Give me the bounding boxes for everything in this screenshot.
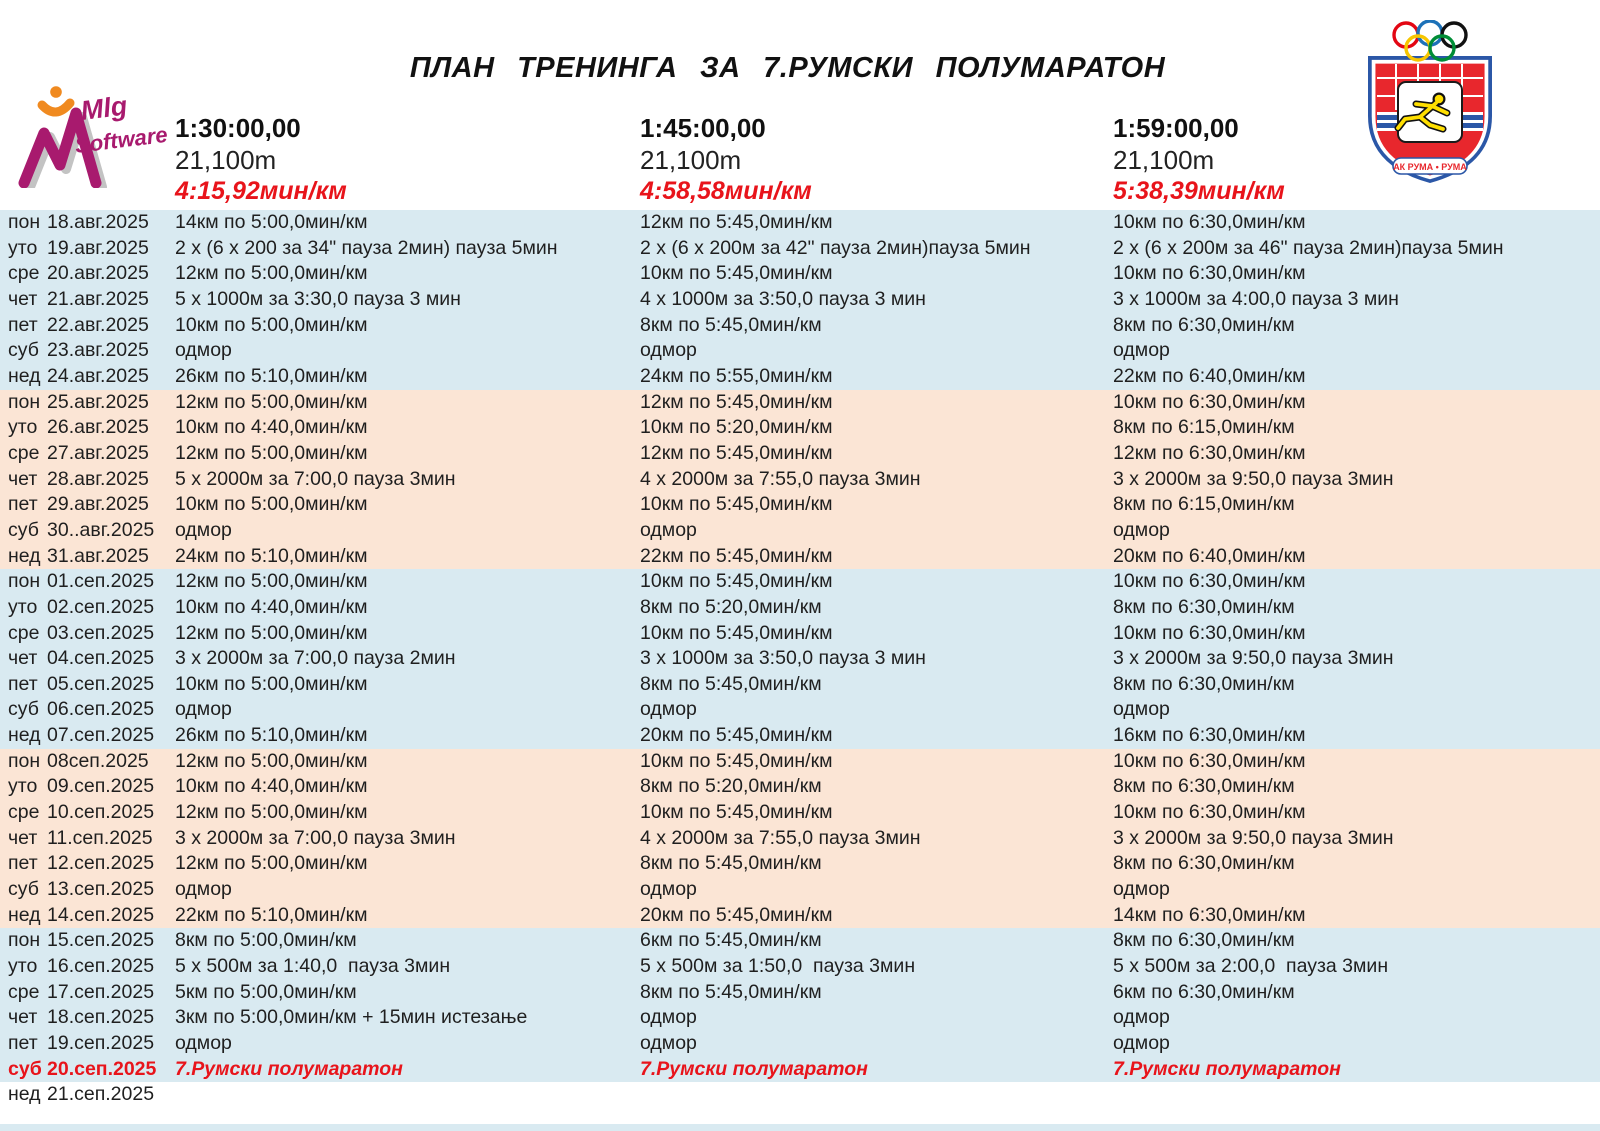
cell-date: 13.сеп.2025 bbox=[47, 878, 155, 901]
cell-plan-1-45: 8км по 5:20,0мин/км bbox=[640, 595, 822, 618]
cell-day: пет bbox=[8, 672, 38, 695]
club-banner-label: АК РУМА • РУМА bbox=[1393, 162, 1467, 172]
cell-plan-1-45: одмор bbox=[640, 698, 697, 721]
cell-plan-1-45: 5 х 500м за 1:50,0 пауза 3мин bbox=[640, 955, 916, 978]
cell-plan-1-59: 3 х 2000м за 9:50,0 пауза 3мин bbox=[1113, 826, 1394, 849]
cell-plan-1-45: одмор bbox=[640, 339, 697, 362]
cell-plan-1-59: одмор bbox=[1113, 518, 1170, 541]
cell-plan-1-30: одмор bbox=[175, 698, 232, 721]
plan-header-1-30 bbox=[175, 112, 347, 207]
cell-date: 15.сеп.2025 bbox=[47, 929, 155, 952]
cell-day: уто bbox=[8, 775, 38, 798]
cell-plan-1-59: 12км по 6:30,0мин/км bbox=[1113, 441, 1306, 464]
cell-plan-1-59: 8км по 6:30,0мин/км bbox=[1113, 672, 1295, 695]
cell-plan-1-45: 10км по 5:45,0мин/км bbox=[640, 801, 833, 824]
cell-plan-1-45: 20км по 5:45,0мин/км bbox=[640, 903, 833, 926]
cell-plan-1-45: 8км по 5:45,0мин/км bbox=[640, 980, 822, 1003]
cell-plan-1-30: 10км по 4:40,0мин/км bbox=[175, 595, 368, 618]
cell-plan-1-30: 2 х (6 х 200 за 34" пауза 2мин) пауза 5мин bbox=[175, 236, 558, 259]
cell-plan-1-30: 24км по 5:10,0мин/км bbox=[175, 544, 368, 567]
cell-plan-1-30: 10км по 4:40,0мин/км bbox=[175, 775, 368, 798]
cell-plan-1-30: 12км по 5:00,0мин/км bbox=[175, 801, 368, 824]
olympic-rings-icon bbox=[1394, 21, 1466, 60]
cell-date: 03.сеп.2025 bbox=[47, 621, 155, 644]
cell-date: 08сеп.2025 bbox=[47, 749, 149, 772]
cell-day: чет bbox=[8, 467, 38, 490]
cell-date: 06.сеп.2025 bbox=[47, 698, 155, 721]
cell-plan-1-30: 12км по 5:00,0мин/км bbox=[175, 441, 368, 464]
table-row bbox=[0, 646, 1600, 672]
table-row bbox=[0, 672, 1600, 698]
table-row bbox=[0, 980, 1600, 1006]
cell-plan-1-45: 10км по 5:45,0мин/км bbox=[640, 570, 833, 593]
cell-plan-1-30: 26км по 5:10,0мин/км bbox=[175, 364, 368, 387]
cell-plan-1-30: 12км по 5:00,0мин/км bbox=[175, 852, 368, 875]
cell-plan-1-30: одмор bbox=[175, 339, 232, 362]
table-row bbox=[0, 877, 1600, 903]
cell-plan-1-59: 8км по 6:15,0мин/км bbox=[1113, 416, 1295, 439]
cell-day: сре bbox=[8, 980, 40, 1003]
cell-plan-1-45: 10км по 5:45,0мин/км bbox=[640, 493, 833, 516]
cell-plan-1-59: 8км по 6:30,0мин/км bbox=[1113, 929, 1295, 952]
cell-plan-1-45: 8км по 5:45,0мин/км bbox=[640, 672, 822, 695]
table-row bbox=[0, 364, 1600, 390]
cell-date: 09.сеп.2025 bbox=[47, 775, 155, 798]
cell-date: 18.авг.2025 bbox=[47, 211, 149, 233]
cell-day: сре bbox=[8, 441, 40, 464]
cell-day: суб bbox=[8, 698, 39, 721]
cell-day: суб bbox=[8, 878, 39, 901]
mlg-logo-text-1: Mlg bbox=[79, 90, 129, 126]
cell-plan-1-59: 2 х (6 х 200м за 46" пауза 2мин)пауза 5мин bbox=[1113, 236, 1504, 259]
club-crest-logo bbox=[1360, 20, 1500, 188]
race-distance: 21,100m bbox=[175, 145, 277, 175]
cell-date: 07.сеп.2025 bbox=[47, 724, 155, 747]
cell-day: пон bbox=[8, 211, 41, 233]
cell-day: чет bbox=[8, 647, 38, 670]
table-row bbox=[0, 313, 1600, 339]
cell-plan-1-30: 10км по 5:00,0мин/км bbox=[175, 672, 368, 695]
cell-plan-1-45: 10км по 5:20,0мин/км bbox=[640, 416, 833, 439]
cell-plan-1-30: 3км по 5:00,0мин/км + 15мин истезање bbox=[175, 1006, 528, 1029]
cell-plan-1-45: 4 х 2000м за 7:55,0 пауза 3мин bbox=[640, 467, 921, 490]
cell-plan-1-45: 3 х 1000м за 3:50,0 пауза 3 мин bbox=[640, 647, 926, 670]
cell-day: уто bbox=[8, 236, 38, 259]
cell-date: 31.авг.2025 bbox=[47, 544, 149, 567]
cell-plan-1-30: 5 х 2000м за 7:00,0 пауза 3мин bbox=[175, 467, 456, 490]
cell-date: 04.сеп.2025 bbox=[47, 647, 155, 670]
cell-day: пон bbox=[8, 749, 41, 772]
cell-day: чет bbox=[8, 826, 38, 849]
cell-plan-1-45: 10км по 5:45,0мин/км bbox=[640, 749, 833, 772]
cell-plan-1-30: 12км по 5:00,0мин/км bbox=[175, 749, 368, 772]
cell-plan-1-45: 10км по 5:45,0мин/км bbox=[640, 621, 833, 644]
cell-plan-1-59: 3 х 2000м за 9:50,0 пауза 3мин bbox=[1113, 467, 1394, 490]
cell-plan-1-59: одмор bbox=[1113, 1006, 1170, 1029]
cell-plan-1-30: 3 х 2000м за 7:00,0 пауза 2мин bbox=[175, 647, 456, 670]
table-row bbox=[0, 723, 1600, 749]
goal-pace: 4:15,92мин/км bbox=[175, 177, 347, 205]
cell-date: 16.сеп.2025 bbox=[47, 955, 155, 978]
cell-plan-1-30: 10км по 5:00,0мин/км bbox=[175, 313, 368, 336]
table-row bbox=[0, 261, 1600, 287]
cell-plan-1-30: 5км по 5:00,0мин/км bbox=[175, 980, 357, 1003]
cell-plan-1-30: 8км по 5:00,0мин/км bbox=[175, 929, 357, 952]
cell-plan-1-45: одмор bbox=[640, 1032, 697, 1054]
table-row bbox=[0, 774, 1600, 800]
cell-plan-1-45: 8км по 5:45,0мин/км bbox=[640, 852, 822, 875]
cell-date: 12.сеп.2025 bbox=[47, 852, 155, 875]
mlg-dot-icon bbox=[50, 86, 62, 98]
cell-date: 10.сеп.2025 bbox=[47, 801, 155, 824]
cell-plan-1-59: 10км по 6:30,0мин/км bbox=[1113, 749, 1306, 772]
cell-plan-1-30: одмор bbox=[175, 518, 232, 541]
cell-day: сре bbox=[8, 621, 40, 644]
cell-plan-1-59: 22км по 6:40,0мин/км bbox=[1113, 364, 1306, 387]
cell-date: 01.сеп.2025 bbox=[47, 570, 155, 593]
cell-plan-1-30: 7.Румски полумаратон bbox=[175, 1057, 403, 1080]
cell-plan-1-45: 8км по 5:20,0мин/км bbox=[640, 775, 822, 798]
cell-day: суб bbox=[8, 339, 39, 362]
cell-plan-1-59: 10км по 6:30,0мин/км bbox=[1113, 570, 1306, 593]
table-row bbox=[0, 851, 1600, 877]
cell-plan-1-45: 4 х 1000м за 3:50,0 пауза 3 мин bbox=[640, 287, 926, 310]
table-row bbox=[0, 1057, 1600, 1083]
cell-plan-1-30: 22км по 5:10,0мин/км bbox=[175, 903, 368, 926]
cell-date: 25.авг.2025 bbox=[47, 390, 149, 413]
cell-plan-1-59: 8км по 6:30,0мин/км bbox=[1113, 595, 1295, 618]
table-row bbox=[0, 1082, 1600, 1108]
table-row bbox=[0, 544, 1600, 570]
cell-plan-1-45: 2 х (6 х 200м за 42" пауза 2мин)пауза 5мин bbox=[640, 236, 1031, 259]
cell-date: 05.сеп.2025 bbox=[47, 672, 155, 695]
cell-plan-1-59: 8км по 6:30,0мин/км bbox=[1113, 313, 1295, 336]
cell-date: 30..авг.2025 bbox=[47, 518, 155, 541]
cell-plan-1-30: 26км по 5:10,0мин/км bbox=[175, 724, 368, 747]
table-row bbox=[0, 569, 1600, 595]
cell-date: 02.сеп.2025 bbox=[47, 595, 155, 618]
table-row bbox=[0, 1005, 1600, 1031]
goal-pace: 4:58,58мин/км bbox=[640, 177, 812, 205]
bottom-band bbox=[0, 1124, 1600, 1131]
club-crest-icon bbox=[1360, 20, 1500, 188]
cell-date: 20.сеп.2025 bbox=[47, 1057, 157, 1080]
cell-date: 14.сеп.2025 bbox=[47, 903, 155, 926]
cell-plan-1-30: одмор bbox=[175, 878, 232, 901]
cell-plan-1-59: 6км по 6:30,0мин/км bbox=[1113, 980, 1295, 1003]
cell-date: 24.авг.2025 bbox=[47, 364, 149, 387]
cell-plan-1-45: 22км по 5:45,0мин/км bbox=[640, 544, 833, 567]
cell-plan-1-45: 12км по 5:45,0мин/км bbox=[640, 211, 833, 233]
cell-day: уто bbox=[8, 955, 38, 978]
goal-time: 1:30:00,00 bbox=[175, 113, 301, 143]
cell-date: 22.авг.2025 bbox=[47, 313, 149, 336]
cell-plan-1-45: одмор bbox=[640, 518, 697, 541]
cell-plan-1-59: 20км по 6:40,0мин/км bbox=[1113, 544, 1306, 567]
table-row bbox=[0, 595, 1600, 621]
cell-plan-1-45: 8км по 5:45,0мин/км bbox=[640, 313, 822, 336]
table-row bbox=[0, 415, 1600, 441]
cell-plan-1-45: одмор bbox=[640, 878, 697, 901]
cell-plan-1-30: 5 х 500м за 1:40,0 пауза 3мин bbox=[175, 955, 451, 978]
mlg-logo-text-2: Software bbox=[73, 121, 168, 158]
table-row bbox=[0, 697, 1600, 723]
race-distance: 21,100m bbox=[640, 145, 742, 175]
mlg-swoosh-icon bbox=[42, 103, 70, 112]
table-row bbox=[0, 621, 1600, 647]
table-row bbox=[0, 800, 1600, 826]
cell-plan-1-59: 10км по 6:30,0мин/км bbox=[1113, 801, 1306, 824]
cell-plan-1-59: 8км по 6:30,0мин/км bbox=[1113, 852, 1295, 875]
table-row bbox=[0, 338, 1600, 364]
cell-date: 28.авг.2025 bbox=[47, 467, 149, 490]
table-row bbox=[0, 441, 1600, 467]
cell-plan-1-30: 5 х 1000м за 3:30,0 пауза 3 мин bbox=[175, 287, 461, 310]
cell-date: 19.авг.2025 bbox=[47, 236, 149, 259]
cell-day: нед bbox=[8, 724, 41, 747]
table-row bbox=[0, 492, 1600, 518]
plan-header-1-45 bbox=[640, 112, 812, 207]
cell-plan-1-59: одмор bbox=[1113, 339, 1170, 362]
cell-day: пет bbox=[8, 852, 38, 875]
cell-date: 27.авг.2025 bbox=[47, 441, 149, 464]
cell-date: 11.сеп.2025 bbox=[47, 826, 153, 849]
table-row bbox=[0, 210, 1600, 236]
cell-plan-1-59: 3 х 2000м за 9:50,0 пауза 3мин bbox=[1113, 647, 1394, 670]
cell-plan-1-30: 12км по 5:00,0мин/км bbox=[175, 621, 368, 644]
mlg-software-logo bbox=[18, 83, 168, 188]
cell-day: чет bbox=[8, 287, 38, 310]
table-row bbox=[0, 903, 1600, 929]
cell-plan-1-45: 12км по 5:45,0мин/км bbox=[640, 441, 833, 464]
cell-plan-1-59: 14км по 6:30,0мин/км bbox=[1113, 903, 1306, 926]
cell-plan-1-30: 12км по 5:00,0мин/км bbox=[175, 390, 368, 413]
cell-date: 21.авг.2025 bbox=[47, 287, 149, 310]
cell-day: пет bbox=[8, 313, 38, 336]
cell-plan-1-45: 10км по 5:45,0мин/км bbox=[640, 262, 833, 285]
goal-time: 1:59:00,00 bbox=[1113, 113, 1239, 143]
table-row bbox=[0, 287, 1600, 313]
cell-plan-1-59: 10км по 6:30,0мин/км bbox=[1113, 211, 1306, 233]
table-row bbox=[0, 954, 1600, 980]
cell-day: нед bbox=[8, 544, 41, 567]
cell-plan-1-30: 14км по 5:00,0мин/км bbox=[175, 211, 368, 233]
cell-day: сре bbox=[8, 801, 40, 824]
cell-plan-1-59: 10км по 6:30,0мин/км bbox=[1113, 390, 1306, 413]
cell-plan-1-45: 12км по 5:45,0мин/км bbox=[640, 390, 833, 413]
cell-date: 21.сеп.2025 bbox=[47, 1083, 155, 1106]
race-distance: 21,100m bbox=[1113, 145, 1215, 175]
cell-date: 20.авг.2025 bbox=[47, 262, 149, 285]
cell-plan-1-45: одмор bbox=[640, 1006, 697, 1029]
cell-plan-1-45: 4 х 2000м за 7:55,0 пауза 3мин bbox=[640, 826, 921, 849]
cell-day: нед bbox=[8, 903, 41, 926]
cell-day: чет bbox=[8, 1006, 38, 1029]
cell-plan-1-45: 20км по 5:45,0мин/км bbox=[640, 724, 833, 747]
cell-plan-1-59: одмор bbox=[1113, 1032, 1170, 1054]
mlg-logo-icon bbox=[18, 83, 168, 188]
cell-date: 18.сеп.2025 bbox=[47, 1006, 155, 1029]
cell-day: уто bbox=[8, 595, 38, 618]
cell-plan-1-59: 8км по 6:30,0мин/км bbox=[1113, 775, 1295, 798]
cell-plan-1-59: 3 х 1000м за 4:00,0 пауза 3 мин bbox=[1113, 287, 1399, 310]
cell-day: суб bbox=[8, 518, 39, 541]
table-row bbox=[0, 1031, 1600, 1057]
cell-plan-1-59: 10км по 6:30,0мин/км bbox=[1113, 621, 1306, 644]
goal-pace: 5:38,39мин/км bbox=[1113, 177, 1285, 205]
cell-day: пон bbox=[8, 570, 41, 593]
cell-plan-1-30: 10км по 5:00,0мин/км bbox=[175, 493, 368, 516]
cell-plan-1-45: 6км по 5:45,0мин/км bbox=[640, 929, 822, 952]
table-row bbox=[0, 928, 1600, 954]
page-title: ПЛАН ТРЕНИНГА ЗА 7.РУМСКИ ПОЛУМАРАТОН bbox=[409, 52, 1166, 84]
table-row bbox=[0, 518, 1600, 544]
cell-plan-1-59: 8км по 6:15,0мин/км bbox=[1113, 493, 1295, 516]
cell-date: 29.авг.2025 bbox=[47, 493, 149, 516]
cell-plan-1-59: одмор bbox=[1113, 698, 1170, 721]
cell-plan-1-30: 12км по 5:00,0мин/км bbox=[175, 262, 368, 285]
cell-day: пон bbox=[8, 929, 41, 952]
cell-plan-1-30: 12км по 5:00,0мин/км bbox=[175, 570, 368, 593]
cell-day: пет bbox=[8, 493, 38, 516]
cell-day: пон bbox=[8, 390, 41, 413]
cell-day: суб bbox=[8, 1057, 42, 1080]
cell-date: 26.авг.2025 bbox=[47, 416, 149, 439]
table-row bbox=[0, 390, 1600, 416]
cell-date: 17.сеп.2025 bbox=[47, 980, 155, 1003]
cell-day: уто bbox=[8, 416, 38, 439]
plan-header-1-59 bbox=[1113, 112, 1285, 207]
cell-plan-1-59: одмор bbox=[1113, 878, 1170, 901]
cell-plan-1-30: 10км по 4:40,0мин/км bbox=[175, 416, 368, 439]
cell-day: нед bbox=[8, 364, 41, 387]
training-table bbox=[0, 210, 1600, 1108]
cell-plan-1-30: одмор bbox=[175, 1032, 232, 1054]
table-row bbox=[0, 749, 1600, 775]
cell-plan-1-59: 7.Румски полумаратон bbox=[1113, 1057, 1341, 1080]
cell-plan-1-45: 24км по 5:55,0мин/км bbox=[640, 364, 833, 387]
cell-plan-1-59: 5 х 500м за 2:00,0 пауза 3мин bbox=[1113, 955, 1389, 978]
cell-day: пет bbox=[8, 1032, 38, 1054]
goal-time: 1:45:00,00 bbox=[640, 113, 766, 143]
table-row bbox=[0, 826, 1600, 852]
table-row bbox=[0, 467, 1600, 493]
cell-date: 19.сеп.2025 bbox=[47, 1032, 155, 1054]
cell-date: 23.авг.2025 bbox=[47, 339, 149, 362]
cell-plan-1-59: 10км по 6:30,0мин/км bbox=[1113, 262, 1306, 285]
cell-plan-1-30: 3 х 2000м за 7:00,0 пауза 3мин bbox=[175, 826, 456, 849]
cell-plan-1-59: 16км по 6:30,0мин/км bbox=[1113, 724, 1306, 747]
cell-plan-1-45: 7.Румски полумаратон bbox=[640, 1057, 868, 1080]
table-row bbox=[0, 236, 1600, 262]
cell-day: нед bbox=[8, 1083, 41, 1106]
cell-day: сре bbox=[8, 262, 40, 285]
